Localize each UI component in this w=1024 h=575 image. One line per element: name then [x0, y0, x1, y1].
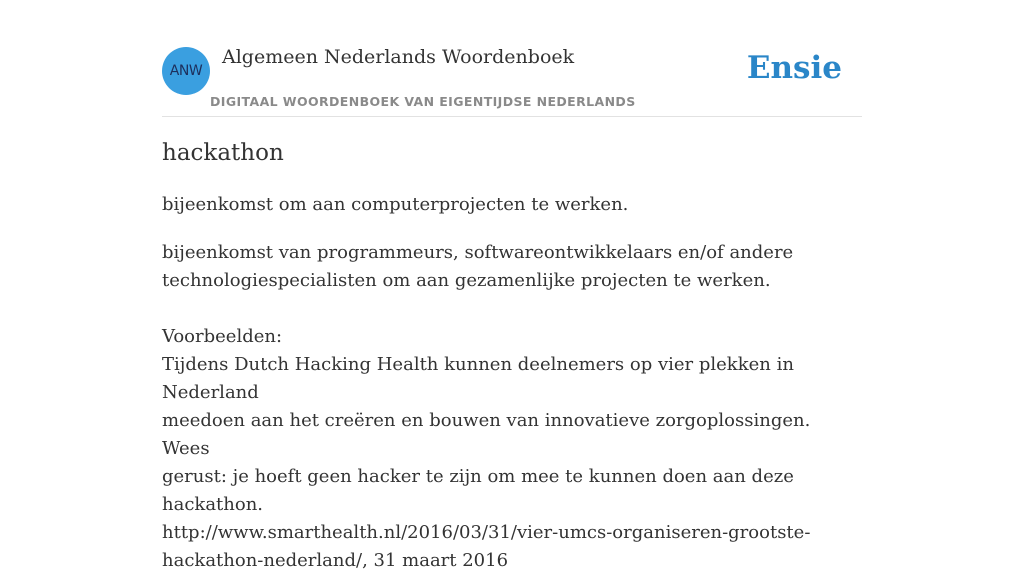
definition-line: bijeenkomst van programmeurs, softwareontwikkelaars en/of andere [162, 242, 794, 263]
definition-block [162, 239, 862, 575]
example-line: Tijdens Dutch Hacking Health kunnen deelnemers op vier plekken in Nederland [162, 354, 794, 403]
definition-line: technologiespecialisten om aan gezamenlijke projecten te werken. [162, 270, 771, 291]
source-line: http://www.smarthealth.nl/2016/03/31/vier-umcs-organiseren-grootste- [162, 522, 811, 543]
example-line: gerust: je hoeft geen hacker te zijn om mee te kunnen doen aan deze hackathon. [162, 466, 794, 515]
examples-heading: Voorbeelden: [162, 326, 283, 347]
site-subtitle: DIGITAAL WOORDENBOEK VAN EIGENTIJDSE NEDERLANDS [210, 94, 636, 109]
header [162, 44, 862, 117]
example-line: meedoen aan het creëren en bouwen van innovatieve zorgoplossingen. Wees [162, 410, 811, 459]
entry-term: hackathon [162, 140, 284, 166]
ensie-brand-link[interactable]: Ensie [746, 50, 842, 86]
source-line: hackathon-nederland/, 31 maart 2016 [162, 550, 509, 571]
anw-logo[interactable]: ANW [162, 47, 210, 95]
short-definition: bijeenkomst om aan computerprojecten te werken. [162, 194, 629, 215]
site-title[interactable]: Algemeen Nederlands Woordenboek [222, 46, 575, 68]
